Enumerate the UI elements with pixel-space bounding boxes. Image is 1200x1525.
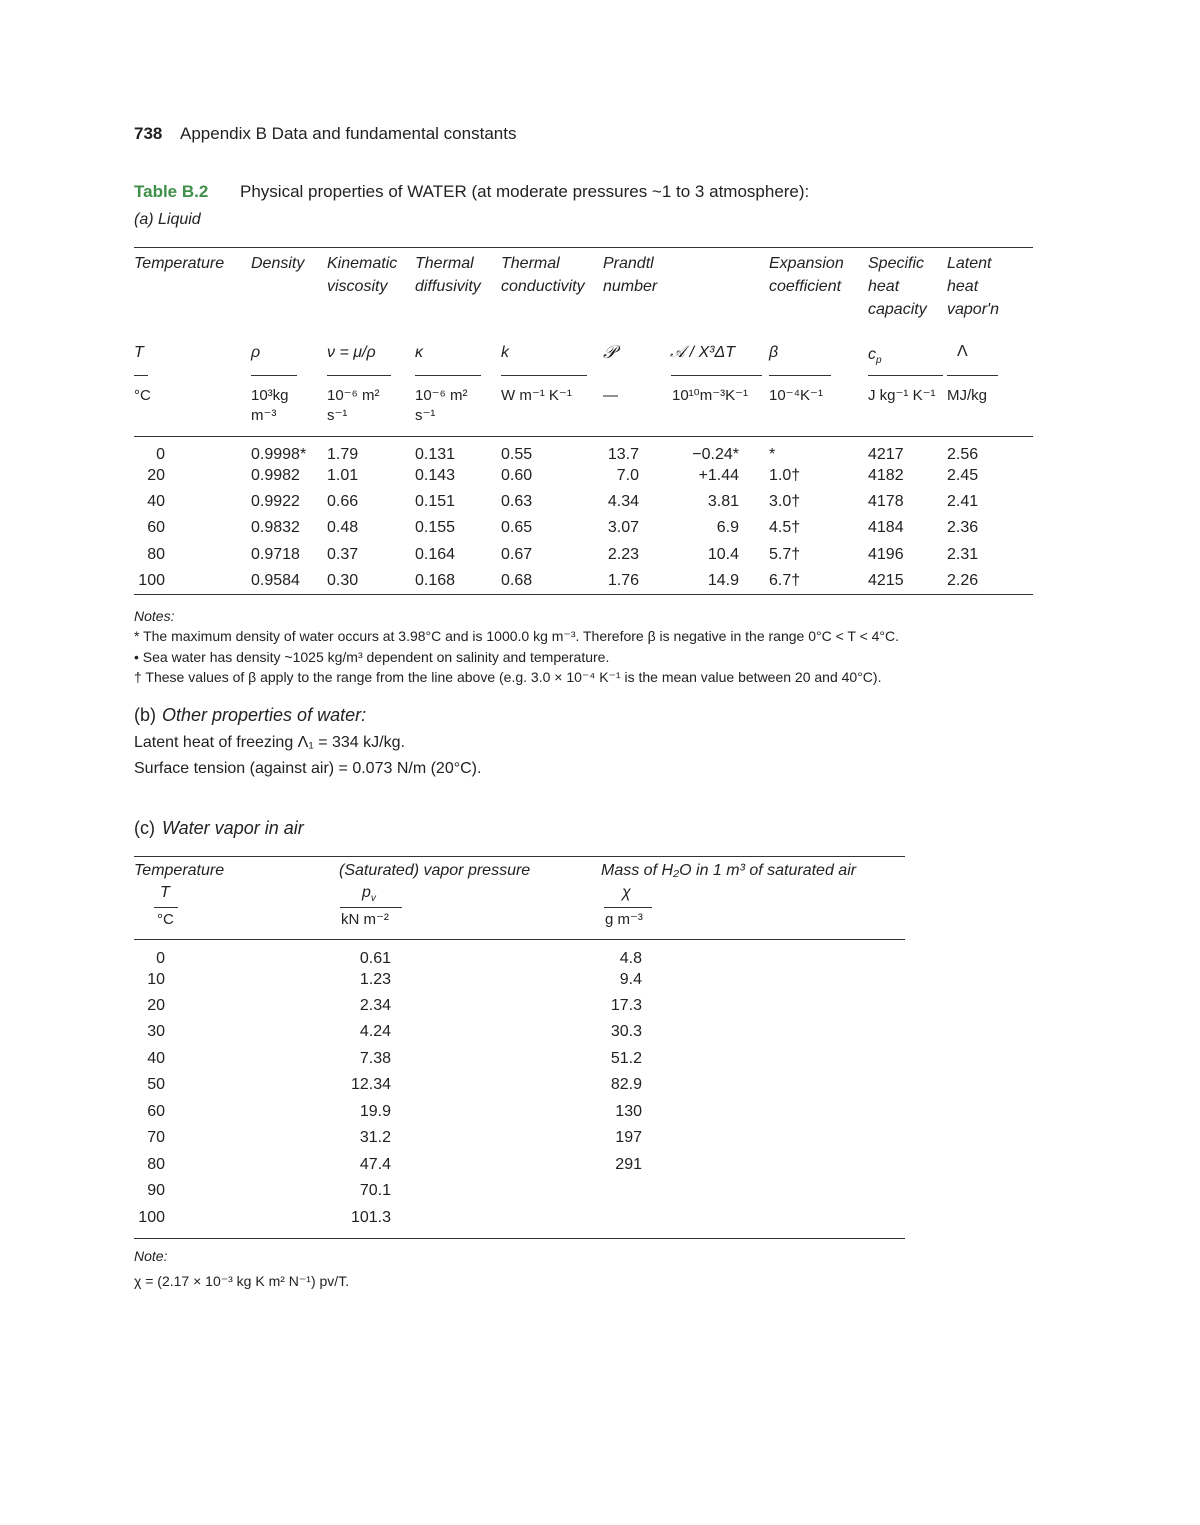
c-col-header-name: Mass of H₂O in 1 m³ of saturated air [601,862,857,879]
col-header-name: Prandtl number [603,255,658,295]
c-col-header-name: (Saturated) vapor pressure [339,862,531,879]
table-cell: 0.131 [415,446,456,463]
table-cell: 20 [147,467,165,484]
part-b-prefix: (b) [134,705,156,725]
part-c-heading: Water vapor in air [162,818,304,838]
c-col-unit: g m⁻³ [605,911,643,928]
col-unit: 10⁻⁴K⁻¹ [769,387,823,404]
table-cell: 0.48 [327,519,359,536]
table-cell: 4182 [868,467,904,484]
table-cell: 0 [156,446,165,463]
symbol-underline [769,375,831,376]
table-cell: 47.4 [359,1156,391,1173]
table-cell: 3.81 [707,493,739,510]
col-unit: MJ/kg [947,387,988,404]
col-header-name: Temperature [134,255,225,272]
table-cell: 0.9584 [251,572,300,589]
col-symbol-cp: $c_p$ [868,346,882,367]
table-cell: 2.34 [359,997,391,1014]
table-cell: 40 [147,493,165,510]
table-cell: −0.24* [692,446,739,463]
table-cell: 4.24 [359,1023,391,1040]
table-cell: 4217 [868,446,904,463]
table-cell: 17.3 [610,997,642,1014]
table-cell: 0.9998* [251,446,307,463]
c-col-symbol: χ [622,884,631,901]
table-cell: 40 [147,1050,165,1067]
table-cell: 0.66 [327,493,359,510]
table-cell: 80 [147,546,165,563]
table-cell: 197 [615,1129,642,1146]
table-cell: 9.4 [619,971,642,988]
table-cell: 0.164 [415,546,456,563]
table-cell: 291 [615,1156,642,1173]
col-header-name: Specific heat capacity [868,255,927,318]
table-cell: 10.4 [707,546,739,563]
col-header-name: Latent heat vapor'n [947,255,999,318]
col-header-name: Thermal diffusivity [415,255,481,295]
col-symbol: Λ [957,343,968,360]
table-cell: 50 [147,1076,165,1093]
c-col-header-name: Temperature [134,862,225,879]
col-unit: 10⁻⁶ m² s⁻¹ [327,387,380,424]
col-header-name: Thermal conductivity [501,255,585,295]
table-cell: 100 [138,1209,165,1226]
table-cell: 30.3 [610,1023,642,1040]
part-b-line: Latent heat of freezing Λ₁ = 334 kJ/kg. [134,734,405,751]
table-cell: 0.63 [501,493,533,510]
table-cell: 0.61 [359,950,391,967]
note-label: Note: [134,1248,168,1264]
c-col-unit: kN m⁻² [341,911,389,928]
col-symbol: 𝒜 / X³ΔT [670,344,735,361]
col-symbol: κ [415,344,423,361]
col-unit: 10³kg m⁻³ [251,387,289,424]
table-cell: 101.3 [350,1209,391,1226]
col-header-name: Expansion coefficient [769,255,844,295]
table-cell: 0.9982 [251,467,300,484]
table-cell: 0.151 [415,493,456,510]
table-cell: 2.23 [607,546,639,563]
table-a-top-rule [134,247,1033,248]
table-cell: 1.79 [327,446,359,463]
table-cell: 14.9 [707,572,739,589]
table-a-header-rule [134,436,1033,437]
table-cell: 0.9922 [251,493,300,510]
table-cell: 2.56 [947,446,979,463]
col-symbol: T [134,344,144,361]
symbol-underline [947,375,998,376]
table-cell: 0.67 [501,546,533,563]
table-cell: 7.0 [616,467,639,484]
table-title: Physical properties of WATER (at moderate pressures ~1 to 3 atmosphere): [240,182,810,201]
table-cell: 1.01 [327,467,359,484]
table-cell: 90 [147,1182,165,1199]
table-cell: 7.38 [359,1050,391,1067]
table-cell: 0.37 [327,546,359,563]
table-c-bottom-rule [134,1238,905,1239]
table-cell: 5.7† [769,546,801,563]
col-unit: 10¹⁰m⁻³K⁻¹ [672,387,749,404]
col-symbol: β [769,344,779,361]
table-cell: 0 [156,950,165,967]
table-cell: 4.34 [607,493,639,510]
table-label: Table B.2 [134,182,209,201]
part-c-prefix: (c) [134,818,155,838]
table-cell: 2.45 [947,467,979,484]
table-cell: 2.41 [947,493,979,510]
col-symbol: ρ [251,344,261,361]
table-cell: 0.143 [415,467,456,484]
table-cell: 2.26 [947,572,979,589]
note-item: * The maximum density of water occurs at 3.98°C and is 1000.0 kg m⁻³. Therefore β is negative in the range 0°C < T < 4°C. [134,628,900,644]
symbol-underline [340,907,402,908]
table-c-header-rule [134,939,905,940]
note-item: † These values of β apply to the range from the line above (e.g. 3.0 × 10⁻⁴ K⁻¹ is the mean value between 20 and 40°C). [134,669,882,685]
table-cell: 20 [147,997,165,1014]
table-cell: 130 [615,1103,642,1120]
col-symbol: k [501,344,509,361]
table-cell: 60 [147,519,165,536]
table-cell: 6.7† [769,572,801,589]
table-cell: 4184 [868,519,904,536]
table-cell: 60 [147,1103,165,1120]
c-col-symbol: T [160,884,170,901]
page-number: 738 [134,124,163,143]
table-cell: 4.8 [619,950,642,967]
part-b-heading: Other properties of water: [162,705,367,725]
col-unit: 10⁻⁶ m² s⁻¹ [415,387,468,424]
table-cell: 1.76 [607,572,639,589]
col-symbol: ν = μ/ρ [327,344,376,361]
table-cell: 4178 [868,493,904,510]
table-cell: 70 [147,1129,165,1146]
table-cell: 0.60 [501,467,533,484]
table-cell: 0.9832 [251,519,300,536]
table-cell: 80 [147,1156,165,1173]
table-cell: 2.31 [947,546,979,563]
table-cell: 30 [147,1023,165,1040]
col-header-name: Kinematic viscosity [327,255,398,295]
col-unit: J kg⁻¹ K⁻¹ [868,387,936,404]
table-cell: 31.2 [359,1129,391,1146]
part-a-heading: (a) Liquid [134,211,201,228]
table-cell: * [769,446,776,463]
symbol-underline [154,907,178,908]
note-formula: χ = (2.17 × 10⁻³ kg K m² N⁻¹) pv/T. [134,1273,350,1289]
table-cell: 3.07 [607,519,639,536]
table-cell: 0.168 [415,572,456,589]
table-cell: 1.23 [359,971,391,988]
table-cell: 19.9 [359,1103,391,1120]
col-unit: W m⁻¹ K⁻¹ [501,387,572,404]
table-cell: 0.68 [501,572,533,589]
table-cell: 6.9 [716,519,739,536]
col-unit: °C [134,387,151,404]
col-unit: — [603,387,618,404]
table-cell: 13.7 [607,446,639,463]
table-c-top-rule [134,856,905,857]
table-cell: 0.55 [501,446,533,463]
table-cell: 4.5† [769,519,801,536]
c-col-symbol-pv: $p_v$ [362,884,376,905]
table-cell: 4215 [868,572,904,589]
note-item: • Sea water has density ~1025 kg/m³ dependent on salinity and temperature. [134,649,610,665]
table-cell: 2.36 [947,519,979,536]
table-cell: 4196 [868,546,904,563]
table-cell: 100 [138,572,165,589]
symbol-underline [134,375,148,376]
symbol-underline [415,375,481,376]
table-cell: 70.1 [359,1182,391,1199]
table-cell: 82.9 [610,1076,642,1093]
part-b-line: Surface tension (against air) = 0.073 N/m (20°C). [134,760,482,777]
symbol-underline [671,375,762,376]
running-title: Appendix B Data and fundamental constants [180,124,517,143]
notes-label: Notes: [134,608,175,624]
col-symbol: 𝒫 [603,342,616,362]
table-cell: 12.34 [350,1076,391,1093]
table-cell: +1.44 [698,467,739,484]
table-cell: 0.155 [415,519,456,536]
table-cell: 10 [147,971,165,988]
symbol-underline [868,375,943,376]
table-cell: 0.9718 [251,546,300,563]
table-a-bottom-rule [134,594,1033,595]
table-cell: 3.0† [769,493,801,510]
table-cell: 51.2 [610,1050,642,1067]
symbol-underline [327,375,391,376]
table-cell: 0.65 [501,519,533,536]
col-header-name: Density [251,255,305,272]
table-cell: 0.30 [327,572,359,589]
table-cell: 1.0† [769,467,801,484]
symbol-underline [501,375,587,376]
c-col-unit: °C [157,911,174,928]
symbol-underline [604,907,652,908]
symbol-underline [251,375,297,376]
